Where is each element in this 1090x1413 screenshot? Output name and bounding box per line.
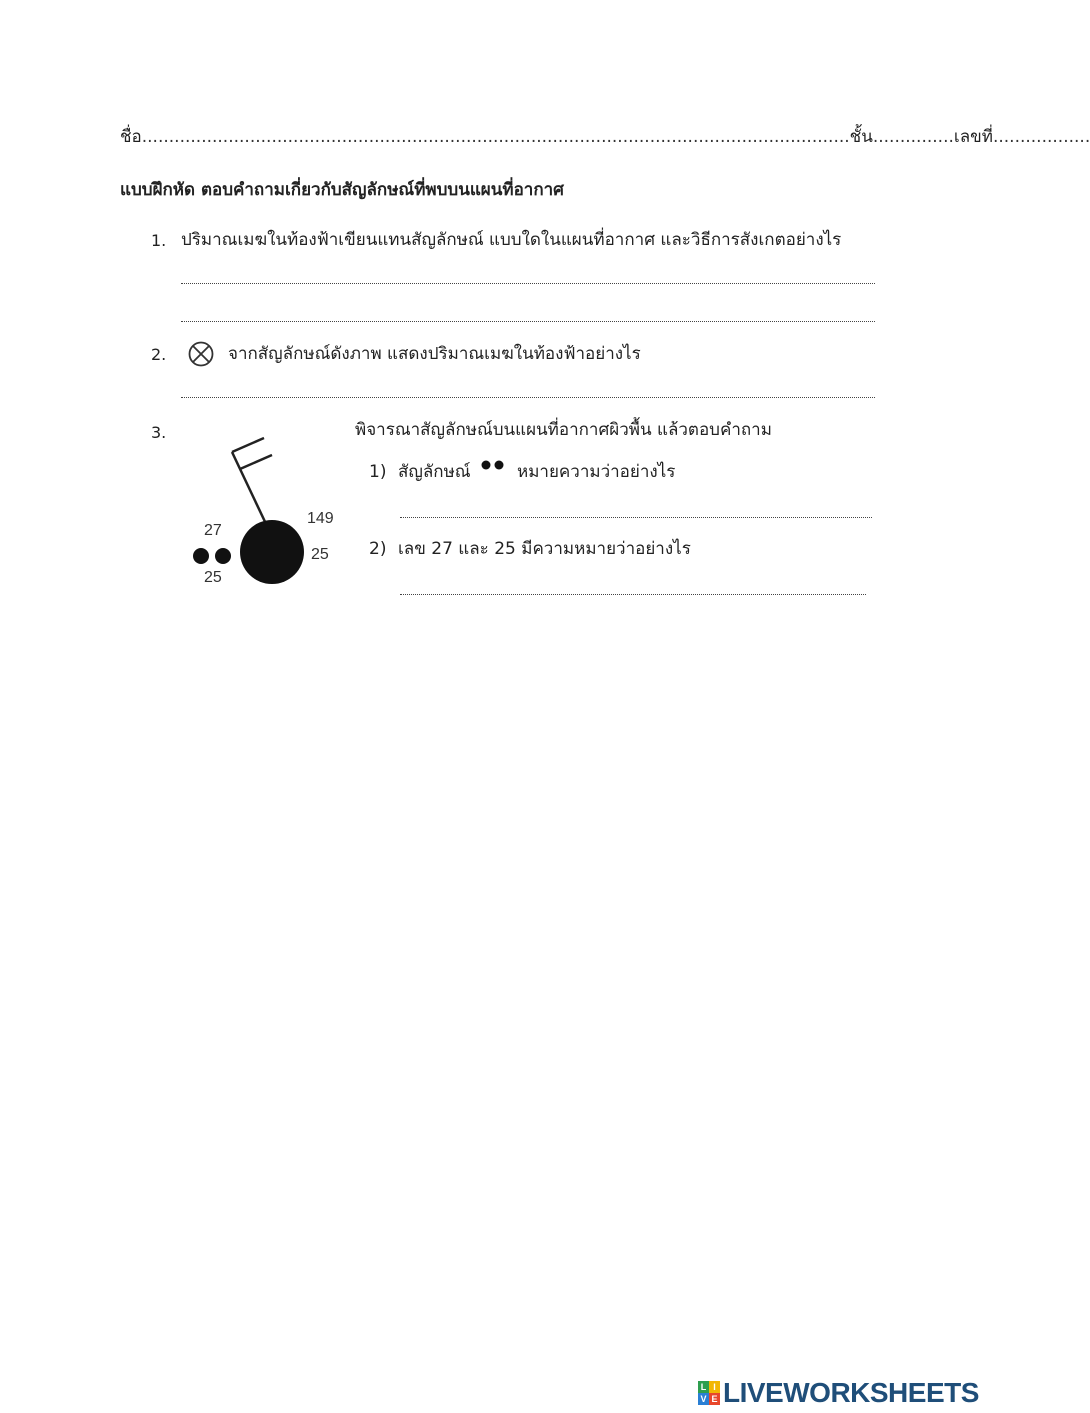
sub-question-1-answer-line[interactable]: [400, 517, 872, 518]
wind-barb-staff: [232, 452, 267, 526]
question-2-text: จากสัญลักษณ์ดังภาพ แสดงปริมาณเมฆในท้องฟ้าอย่างไร: [228, 344, 641, 364]
sub-question-1-text-before: สัญลักษณ์: [398, 462, 471, 482]
wind-barb-feather-2: [240, 455, 272, 469]
logo-square-i: I: [709, 1381, 720, 1393]
question-1-number: 1.: [151, 231, 167, 250]
two-dots-icon: [480, 458, 506, 477]
name-label: ชื่อ: [120, 127, 142, 147]
question-3-text: พิจารณาสัญลักษณ์บนแผนที่อากาศผิวพื้น แล้วตอบคำถาม: [355, 420, 772, 440]
station-dew-point: 25: [204, 569, 222, 586]
station-right-value: 25: [311, 546, 329, 563]
sub-question-1-text-after: หมายความว่าอย่างไร: [517, 462, 676, 482]
sub-question-2-answer-line[interactable]: [400, 594, 866, 595]
rain-dot-1: [193, 548, 209, 564]
logo-square-e: E: [709, 1393, 720, 1405]
number-label: เลขที่: [953, 127, 993, 147]
station-pressure: 149: [307, 510, 334, 527]
question-1-answer-line-1[interactable]: [181, 283, 875, 284]
liveworksheets-brand: [698, 1378, 979, 1408]
wind-barb-feather-1: [232, 438, 264, 452]
number-blank[interactable]: ..................: [992, 127, 1090, 147]
liveworksheets-name: LIVEWORKSHEETS: [723, 1377, 979, 1408]
circle-x-icon: [187, 340, 215, 372]
name-blank[interactable]: ...................................................................................................................................: [141, 127, 850, 147]
question-1-text: ปริมาณเมฆในท้องฟ้าเขียนแทนสัญลักษณ์ แบบใดในแผนที่อากาศ และวิธีการสังเกตอย่างไร: [181, 230, 842, 250]
sub-question-1-number: 1): [369, 462, 387, 482]
class-label: ชั้น: [849, 127, 873, 147]
sub-question-2-text: เลข 27 และ 25 มีความหมายว่าอย่างไร: [398, 539, 691, 559]
sub-question-2-number: 2): [369, 539, 387, 559]
class-blank[interactable]: ...............: [872, 127, 954, 147]
question-3-number: 3.: [151, 423, 167, 442]
logo-square-v: V: [698, 1393, 709, 1405]
student-info-line: [120, 126, 1090, 148]
rain-dot-2: [215, 548, 231, 564]
station-temperature: 27: [204, 522, 222, 539]
worksheet-title: แบบฝึกหัด ตอบคำถามเกี่ยวกับสัญลักษณ์ที่พบบนแผนที่อากาศ: [120, 180, 564, 200]
question-2-answer-line[interactable]: [181, 397, 875, 398]
liveworksheets-logo: [698, 1381, 720, 1405]
station-circle: [240, 520, 304, 584]
question-2-number: 2.: [151, 345, 167, 364]
logo-square-l: L: [698, 1381, 709, 1393]
question-1-answer-line-2[interactable]: [181, 321, 875, 322]
station-model-diagram: [185, 430, 345, 595]
